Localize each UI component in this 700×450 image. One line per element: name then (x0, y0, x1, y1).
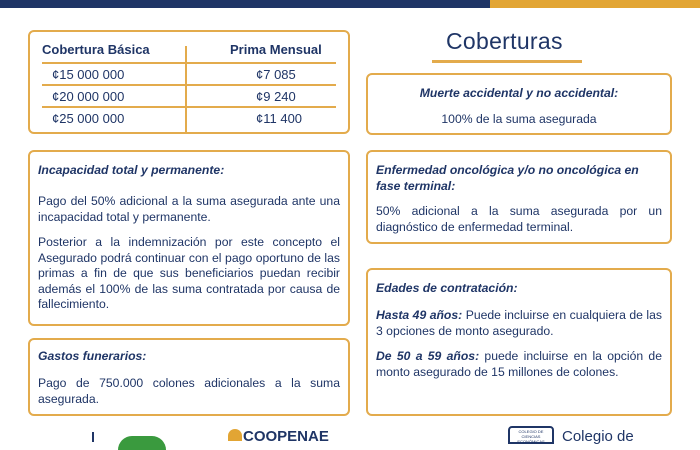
card-paragraph (376, 349, 662, 380)
leaf-logo-icon (118, 436, 166, 450)
coopenae-logo-icon (228, 429, 242, 441)
colegio-logo: Colegio de (562, 428, 634, 445)
header-cobertura: Cobertura Básica (42, 42, 150, 57)
card-paragraph (376, 308, 662, 339)
cell-cobertura: ¢25 000 000 (52, 111, 125, 126)
card-title: Incapacidad total y permanente: (38, 163, 225, 177)
top-stripe (0, 0, 700, 8)
card-muerte (366, 73, 672, 135)
row-divider (42, 84, 336, 86)
table-row (42, 62, 336, 84)
card-oncologica (366, 150, 672, 244)
card-title: Enfermedad oncológica y/o no oncológica en fase terminal: (376, 163, 639, 193)
cell-cobertura: ¢20 000 000 (52, 89, 125, 104)
age-range-text: Puede incluirse en cualquiera de las 3 opciones de monto asegurado. (376, 308, 662, 338)
colegio-badge-text: COLEGIO DE CIENCIAS ECONÓMICAS (517, 429, 545, 444)
cell-cobertura: ¢15 000 000 (52, 67, 125, 82)
header-prima: Prima Mensual (230, 42, 322, 57)
card-paragraph: Posterior a la indemnización por este concepto el Asegurado podrá continuar con el pago oportuno de las primas a fin de que sus beneficiarios puedan recibir además el 100% de las suma contratada por causa de fallecimiento. (38, 235, 340, 311)
card-text: Pago de 750.000 colones adicionales a la suma asegurada. (38, 376, 340, 406)
card-paragraph: Pago del 50% adicional a la suma asegurada ante una incapacidad total y permanente. (38, 194, 340, 224)
row-divider (42, 62, 336, 64)
cell-prima: ¢7 085 (256, 67, 296, 82)
card-title: Muerte accidental y no accidental: (419, 86, 619, 100)
colegio-badge-icon (508, 426, 554, 444)
table-row (42, 84, 336, 106)
table-row (42, 106, 336, 128)
card-incapacidad (28, 150, 350, 326)
page-title: Coberturas (446, 28, 563, 54)
card-title: Gastos funerarios: (38, 349, 147, 363)
age-range-label: De 50 a 59 años: (376, 349, 480, 363)
cell-prima: ¢9 240 (256, 89, 296, 104)
title-underline (432, 60, 582, 63)
card-title: Edades de contratación: (376, 281, 518, 295)
footer-logos (0, 422, 700, 445)
card-text: 100% de la suma asegurada (441, 112, 597, 126)
table-header (42, 40, 336, 62)
cell-prima: ¢11 400 (256, 111, 303, 126)
coopenae-logo: COOPENAE (243, 428, 329, 445)
card-gastos (28, 338, 350, 416)
card-edades (366, 268, 672, 416)
row-divider (42, 106, 336, 108)
logo-mark (92, 432, 94, 442)
coverage-table (28, 30, 350, 134)
age-range-text: puede incluirse en la opción de monto asegurado de 15 millones de colones. (376, 349, 662, 379)
card-text: 50% adicional a la suma asegurada por un diagnóstico de enfermedad terminal. (376, 204, 662, 234)
age-range-label: Hasta 49 años: (376, 308, 463, 322)
